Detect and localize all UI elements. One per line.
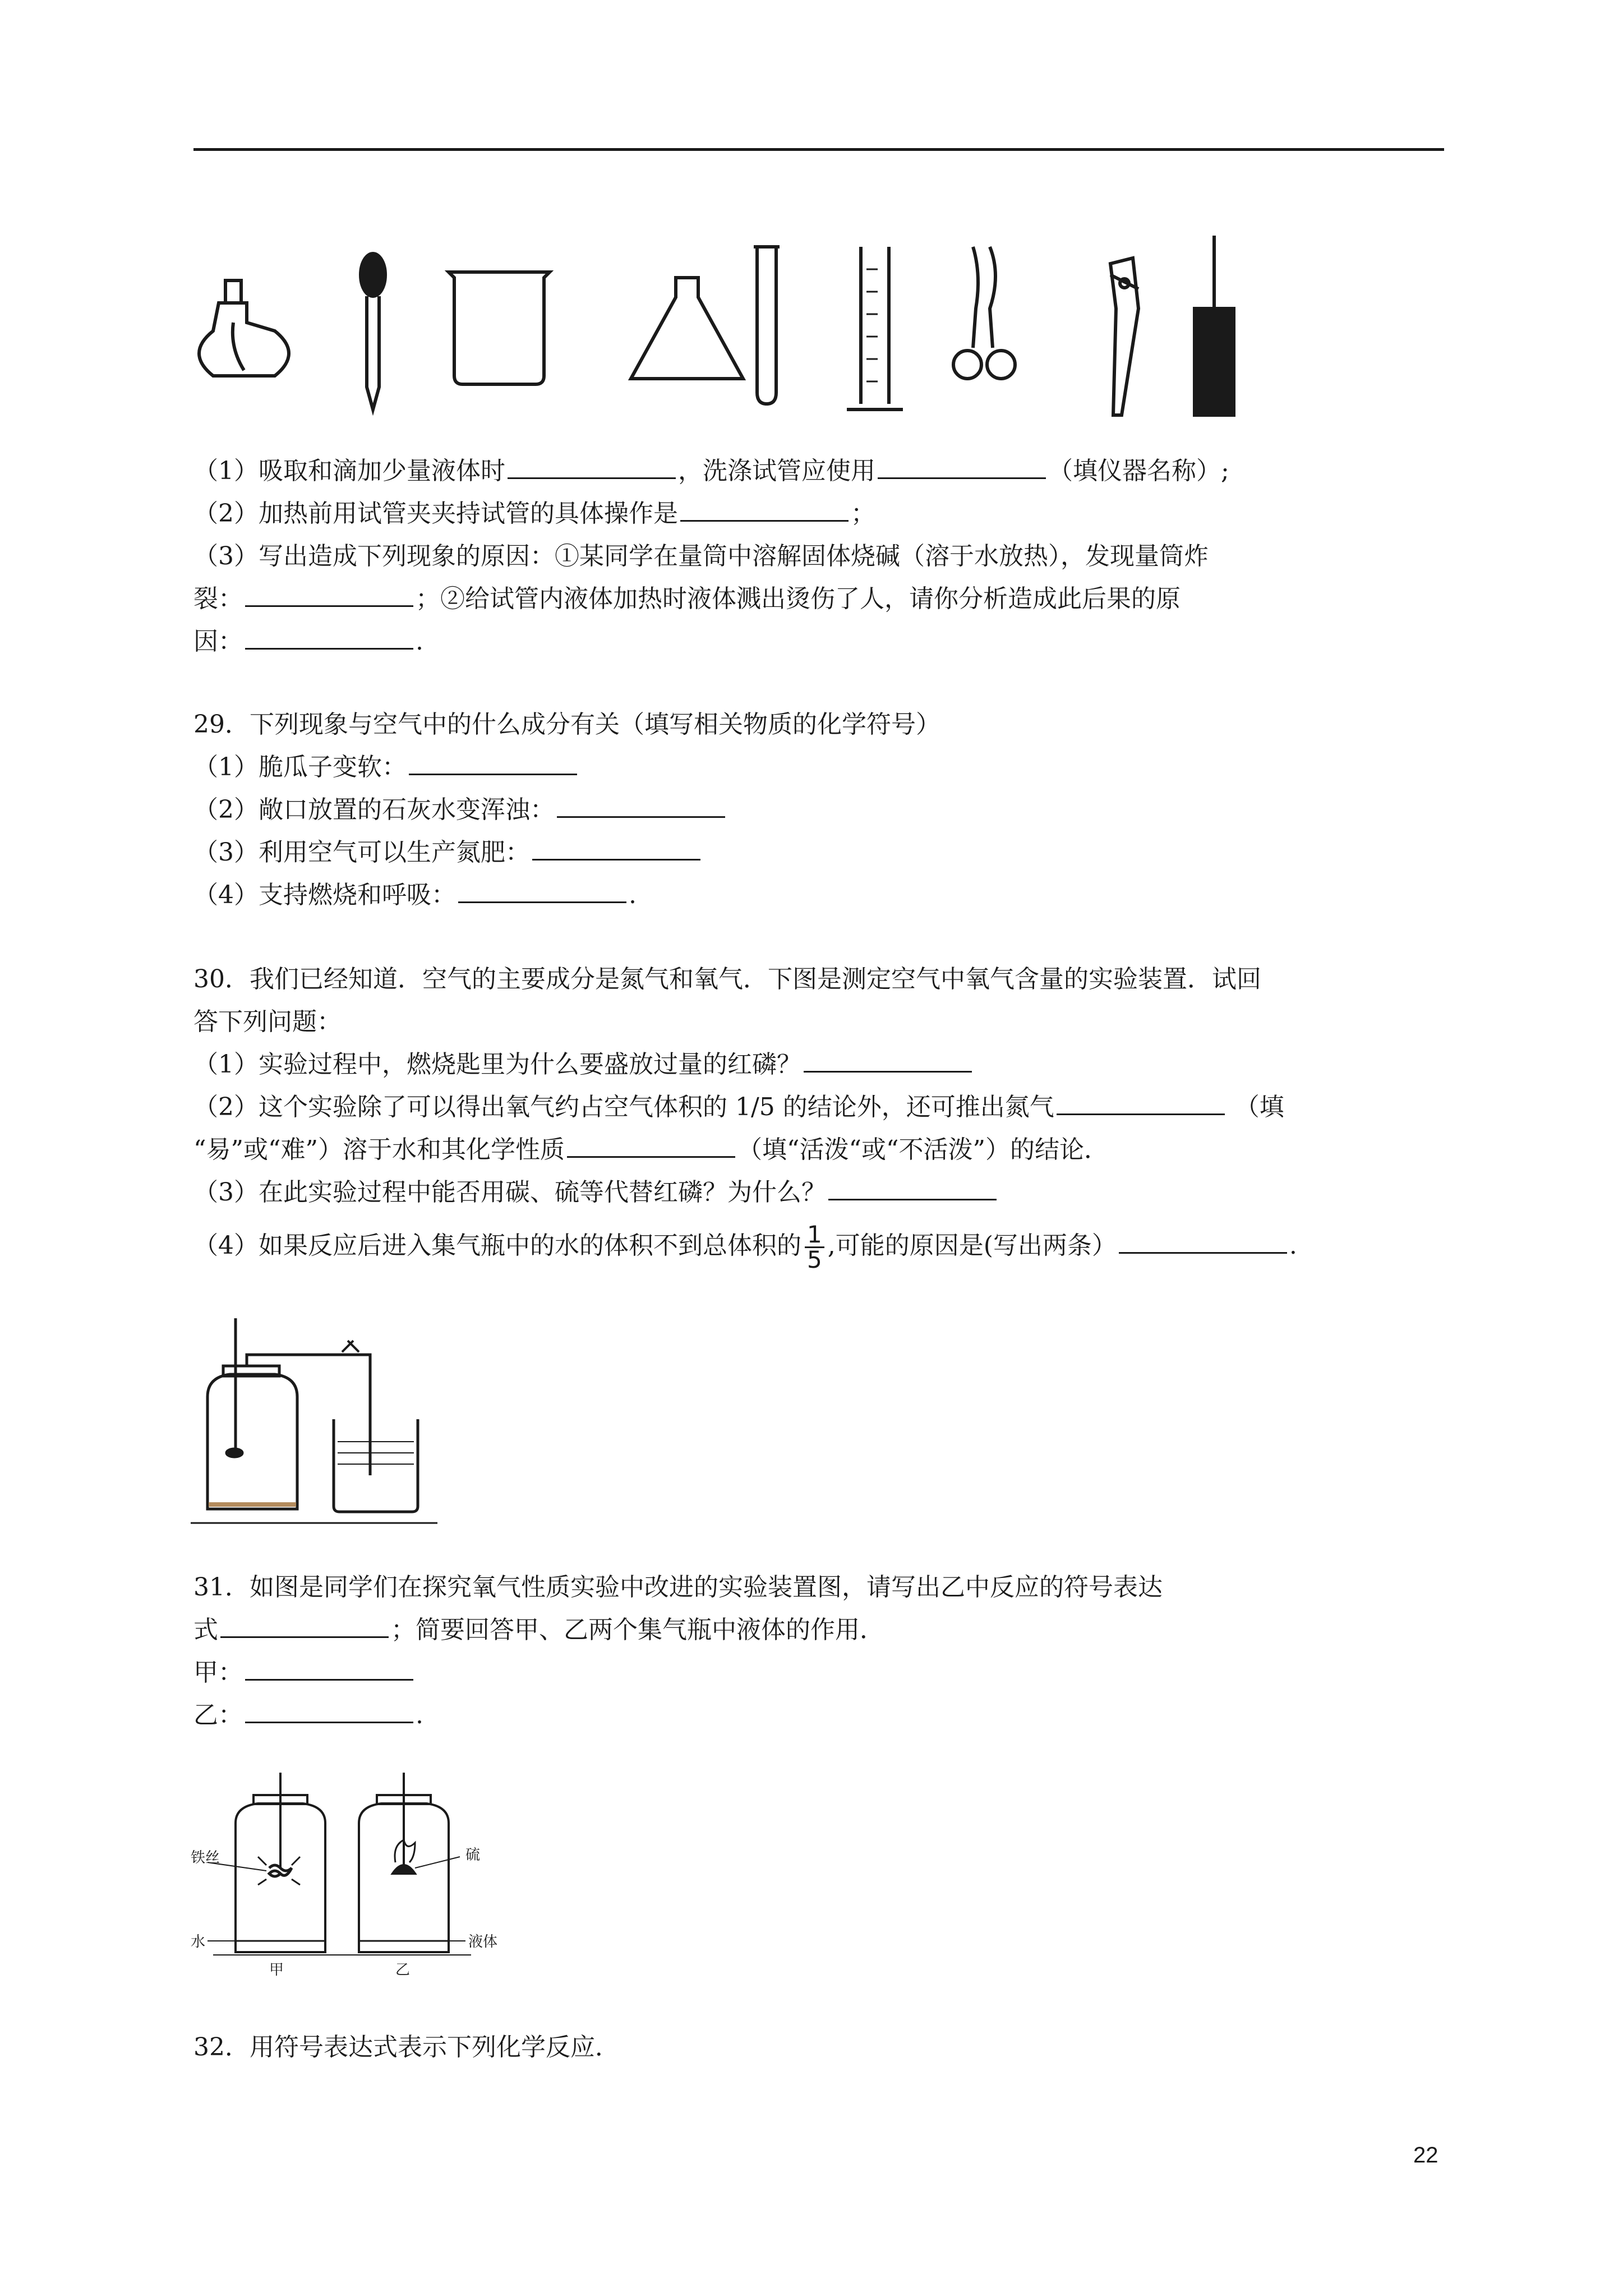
label-shui: 水 — [191, 1934, 206, 1950]
q28-part1-label: （1）吸取和滴加少量液体时 — [193, 457, 505, 485]
oxygen-measurement-apparatus — [191, 1307, 460, 1531]
q30-item-1-label: （1）实验过程中，燃烧匙里为什么要盛放过量的红磷？ — [193, 1050, 801, 1079]
q31-line-2-label: 式 — [193, 1616, 218, 1644]
q28-part3-label-2: 因： — [193, 627, 243, 656]
answer-blank-brush[interactable] — [878, 455, 1046, 479]
q28-part3-label: 裂： — [193, 585, 243, 613]
answer-blank-q29-1[interactable] — [409, 751, 577, 775]
fraction-numerator: 1 — [805, 1223, 824, 1248]
q29-item-4 — [193, 878, 637, 912]
q31-yi-tail: . — [416, 1701, 423, 1729]
answer-blank-q30-2b[interactable] — [567, 1134, 735, 1158]
q31-line-1: 31．如图是同学们在探究氧气性质实验中改进的实验装置图，请写出乙中反应的符号表达 — [193, 1573, 1163, 1602]
q31-line-2 — [193, 1613, 884, 1647]
q28-line-2 — [193, 497, 875, 531]
q30-line-4 — [193, 1091, 1284, 1124]
answer-blank-clamp[interactable] — [680, 498, 849, 522]
fraction-one-fifth — [805, 1223, 824, 1272]
q30-item-4-label: （4）如果反应后进入集气瓶中的水的体积不到总体积的 — [193, 1231, 801, 1260]
q28-part1-mid: ，洗涤试管应使用 — [678, 457, 875, 485]
q30-item-4-tail: . — [1289, 1231, 1297, 1260]
answer-blank-q31-expr[interactable] — [220, 1614, 389, 1638]
graduated-cylinder-icon — [847, 247, 903, 409]
q29-item-2 — [193, 793, 727, 827]
q30-item-2-end: （填“活泼“或“不活泼”）的结论． — [737, 1135, 1109, 1164]
q28-part2-label: （2）加热前用试管夹夹持试管的具体操作是 — [193, 499, 678, 528]
q28-line-1 — [193, 454, 1229, 488]
q30-item-2-cont: “易”或“难”）溶于水和其化学性质 — [193, 1135, 565, 1164]
answer-blank-q30-4[interactable] — [1119, 1230, 1287, 1254]
q30-line-3 — [193, 1048, 974, 1082]
q28-line-4 — [193, 582, 1181, 616]
q30-line-2: 答下列问题： — [193, 1007, 342, 1036]
label-liu: 硫 — [465, 1847, 481, 1864]
q31-yi-label: 乙： — [193, 1701, 243, 1729]
answer-blank-burn[interactable] — [245, 625, 413, 650]
test-tube-clamp-icon — [1110, 258, 1138, 415]
label-tiesi: 铁丝 — [191, 1849, 220, 1866]
q30-item-2-label: （2）这个实验除了可以得出氧气约占空气体积的 1/5 的结论外，还可推出氮气 — [193, 1093, 1054, 1121]
answer-blank-q31-jia[interactable] — [245, 1657, 413, 1681]
conical-flask-icon — [631, 278, 743, 379]
q31-jia — [193, 1656, 416, 1690]
q29-title: 29．下列现象与空气中的什么成分有关（填写相关物质的化学符号） — [193, 710, 940, 739]
q28-part1-tail: （填仪器名称）; — [1048, 457, 1229, 485]
dropper-icon — [361, 254, 385, 409]
q30-line-6 — [193, 1176, 999, 1209]
answer-blank-q30-2a[interactable] — [1057, 1091, 1225, 1115]
answer-blank-q31-yi[interactable] — [245, 1699, 413, 1723]
q30-line-7 — [193, 1223, 1297, 1272]
q29-item-3 — [193, 836, 703, 869]
answer-blank-q29-2[interactable] — [557, 794, 725, 818]
q29-item-2-label: （2）敞口放置的石灰水变浑浊： — [193, 795, 555, 824]
label-yi: 乙 — [395, 1962, 411, 1978]
beaker-icon — [449, 272, 550, 384]
q31-yi — [193, 1699, 423, 1732]
answer-blank-q29-3[interactable] — [532, 836, 700, 861]
q29-item-4-tail: . — [629, 881, 637, 909]
q31-jia-label: 甲： — [193, 1658, 243, 1687]
q29-item-1 — [193, 751, 579, 784]
answer-blank-q29-4[interactable] — [458, 879, 626, 903]
q28-line-3: （3）写出造成下列现象的原因：①某同学在量筒中溶解固体烧碱（溶于水放热），发现量筒炸 — [193, 542, 1209, 570]
page-number: 22 — [1413, 2143, 1438, 2168]
q29-item-3-label: （3）利用空气可以生产氮肥： — [193, 838, 530, 867]
q29-item-4-label: （4）支持燃烧和呼吸： — [193, 881, 456, 909]
answer-blank-dropper[interactable] — [508, 455, 676, 479]
q32-title: 32．用符号表达式表示下列化学反应． — [193, 2033, 620, 2062]
answer-blank-q30-1[interactable] — [804, 1048, 972, 1073]
q30-line-1: 30．我们已经知道．空气的主要成分是氮气和氧气．下图是测定空气中氧气含量的实验装置．试回 — [193, 965, 1261, 993]
fraction-denominator: 5 — [807, 1246, 822, 1273]
header-rule — [193, 148, 1444, 151]
q29-item-1-label: （1）脆瓜子变软： — [193, 753, 407, 781]
q30-line-5 — [193, 1133, 1109, 1167]
q30-item-3-label: （3）在此实验过程中能否用碳、硫等代替红磷？为什么？ — [193, 1178, 826, 1207]
q28-part3-tail: . — [416, 627, 423, 656]
alcohol-lamp-icon — [199, 280, 289, 376]
q28-part3-mid: ；②给试管内液体加热时液体溅出烫伤了人，请你分析造成此后果的原 — [416, 585, 1181, 613]
q31-line-2-tail: ；简要回答甲、乙两个集气瓶中液体的作用． — [391, 1616, 884, 1644]
test-tube-brush-icon — [1195, 236, 1234, 415]
test-tube-icon — [754, 247, 780, 404]
answer-blank-cylinder[interactable] — [245, 583, 413, 607]
label-yeti: 液体 — [468, 1934, 498, 1950]
oxygen-properties-apparatus — [191, 1773, 505, 1986]
q28-part2-tail: ； — [851, 499, 875, 528]
answer-blank-q30-3[interactable] — [828, 1176, 997, 1200]
q30-item-2-tail: （填 — [1234, 1093, 1284, 1121]
crucible-tongs-icon — [953, 247, 1015, 379]
label-jia: 甲 — [269, 1962, 284, 1978]
lab-instruments-figure — [191, 224, 1447, 421]
q30-item-4-mid: ,可能的原因是(写出两条） — [827, 1231, 1117, 1260]
q28-line-5 — [193, 625, 423, 659]
